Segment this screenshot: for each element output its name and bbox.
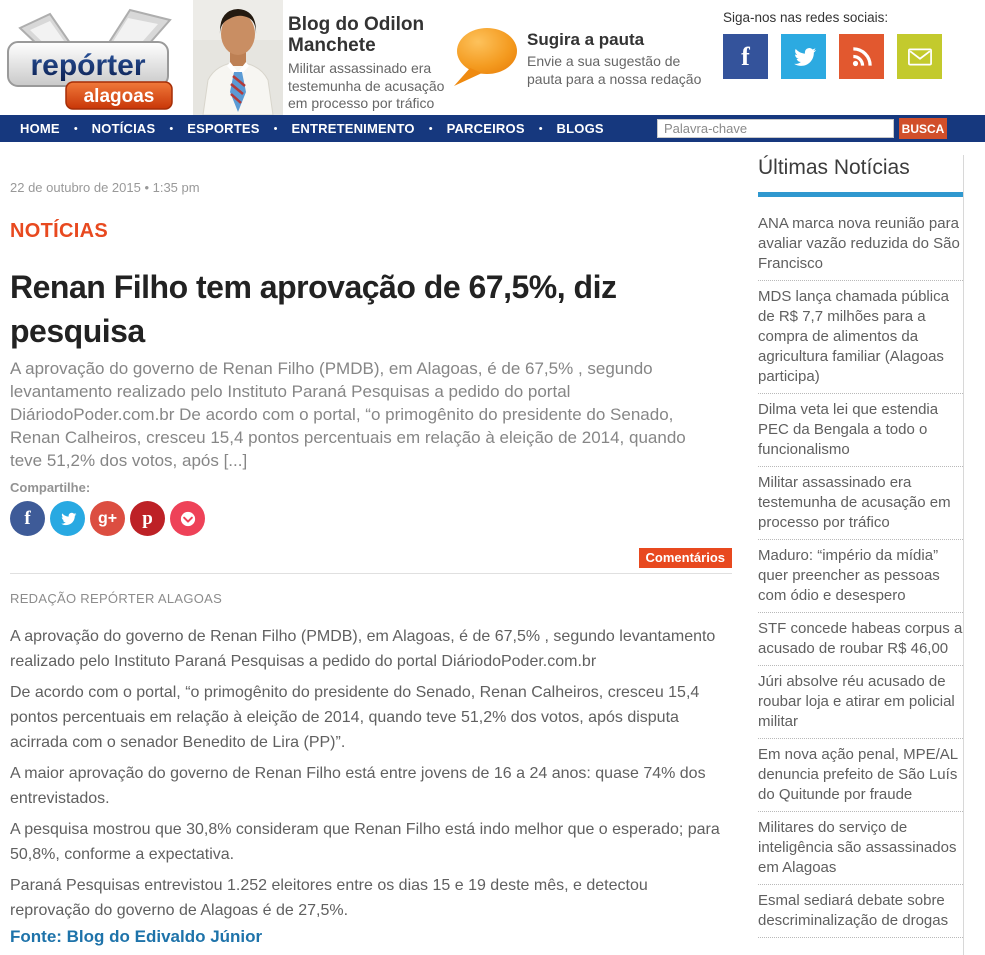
nav-item-noticias[interactable]: NOTÍCIAS: [91, 121, 156, 136]
sidebar-news-item[interactable]: Dilma veta lei que estendia PEC da Bengala a todo o funcionalismo: [758, 394, 963, 467]
envelope-glyph: [906, 43, 934, 71]
twitter-bird: [791, 44, 817, 70]
article-column: [10, 142, 732, 947]
logo-line1: repórter: [30, 49, 146, 82]
share-facebook-icon[interactable]: [10, 501, 45, 536]
sidebar-news-item[interactable]: Militares do serviço de inteligência são assassinados em Alagoas: [758, 812, 963, 885]
pinterest-glyph: p: [142, 507, 153, 529]
sidebar-news-item[interactable]: STF concede habeas corpus a acusado de roubar R$ 46,00: [758, 613, 963, 666]
suggest-block: [527, 30, 705, 88]
sidebar-news-list: [758, 208, 963, 938]
pocket-glyph: [177, 508, 199, 530]
nav-separator: •: [169, 122, 174, 135]
nav-item-entretenimento[interactable]: ENTRETENIMENTO: [291, 121, 415, 136]
twitter-bird: [59, 510, 77, 528]
latest-news-sidebar: [758, 155, 964, 955]
source-link[interactable]: Fonte: Blog do Edivaldo Júnior: [10, 927, 263, 946]
twitter-icon[interactable]: [781, 34, 826, 79]
share-googleplus-icon[interactable]: [90, 501, 125, 536]
sidebar-title: Últimas Notícias: [758, 156, 910, 179]
sidebar-news-item[interactable]: Em nova ação penal, MPE/AL denuncia prefeito de São Luís do Quitunde por fraude: [758, 739, 963, 812]
share-row: [10, 501, 732, 536]
speech-bubble-icon: [448, 24, 520, 90]
social-label: Siga-nos nas redes sociais:: [723, 10, 889, 25]
nav-separator: •: [428, 122, 433, 135]
search-input[interactable]: [657, 119, 894, 138]
suggest-text: Envie a sua sugestão de pauta para a nossa redação: [527, 53, 702, 87]
social-block: [723, 10, 963, 79]
sidebar-news-item[interactable]: Júri absolve réu acusado de roubar loja e atirar em policial militar: [758, 666, 963, 739]
article-paragraph: Paraná Pesquisas entrevistou 1.252 eleitores entre os dias 15 e 19 deste mês, e detectou reprovação do governo de Alagoas é de 27,5%.: [10, 877, 648, 919]
sidebar-news-item[interactable]: MDS lança chamada pública de R$ 7,7 milhões para a compra de alimentos da agricultura familiar (Alagoas participa): [758, 281, 963, 394]
nav-separator: •: [538, 122, 543, 135]
comments-button[interactable]: Comentários: [639, 548, 732, 568]
facebook-icon[interactable]: [723, 34, 768, 79]
article-byline: REDAÇÃO REPÓRTER ALAGOAS: [10, 591, 223, 606]
email-icon[interactable]: [897, 34, 942, 79]
search-button[interactable]: BUSCA: [899, 118, 947, 139]
share-twitter-icon[interactable]: [50, 501, 85, 536]
nav-separator: •: [73, 122, 78, 135]
article-paragraph: A aprovação do governo de Renan Filho (PMDB), em Alagoas, é de 67,5% , segundo levantamento realizado pelo Instituto Paraná Pesquisas a pedido do portal DiáriodoPoder.com.br: [10, 628, 716, 670]
site-header: [0, 0, 985, 115]
sidebar-news-item[interactable]: Militar assassinado era testemunha de acusação em processo por tráfico: [758, 467, 963, 540]
share-pocket-icon[interactable]: [170, 501, 205, 536]
nav-item-esportes[interactable]: ESPORTES: [187, 121, 260, 136]
logo-alagoas-pill: [66, 82, 172, 109]
logo-line2: alagoas: [83, 86, 155, 107]
article-title: Renan Filho tem aprovação de 67,5%, diz pesquisa: [10, 269, 617, 349]
comments-row: [10, 548, 732, 574]
blog-promo: [288, 14, 446, 113]
blog-promo-title[interactable]: Blog do Odilon Manchete: [288, 14, 425, 56]
article-paragraph: A maior aprovação do governo de Renan Filho está entre jovens de 16 a 24 anos: quase 74% dos entrevistados.: [10, 765, 706, 807]
googleplus-glyph: g+: [97, 509, 118, 527]
facebook-glyph: f: [741, 41, 750, 71]
category-label[interactable]: NOTÍCIAS: [10, 220, 108, 242]
suggest-title[interactable]: Sugira a pauta: [527, 30, 645, 49]
share-label: Compartilhe:: [10, 480, 91, 495]
main-nav: [0, 115, 985, 142]
logo-reporter-pill: [8, 42, 168, 86]
rss-glyph: [849, 44, 875, 70]
share-pinterest-icon[interactable]: [130, 501, 165, 536]
article-excerpt: A aprovação do governo de Renan Filho (PMDB), em Alagoas, é de 67,5% , segundo levantamento realizado pelo Instituto Paraná Pesquisas a pedido do portal DiáriodoPoder.com.br De acordo com o portal, “o primogênito do presidente do Senado, Renan Calheiros, cresceu 15,4 pontos percentuais em relação à eleição de 2014, quando teve 51,2% dos votos, após [...]: [10, 359, 686, 470]
article-date: 22 de outubro de 2015 • 1:35 pm: [10, 180, 200, 195]
columnist-photo[interactable]: [193, 0, 283, 115]
blog-promo-teaser: Militar assassinado era testemunha de acusação em processo por tráfico: [288, 60, 445, 111]
rss-icon[interactable]: [839, 34, 884, 79]
sidebar-news-item[interactable]: ANA marca nova reunião para avaliar vazão reduzida do São Francisco: [758, 208, 963, 281]
article-paragraph: De acordo com o portal, “o primogênito do presidente do Senado, Renan Calheiros, cresceu 15,4 pontos percentuais em relação à eleição de 2014, quando teve 51,2% dos votos, após disputa acirrada com o senador Benedito de Lira (PP)”.: [10, 684, 700, 751]
facebook-glyph: f: [24, 507, 31, 529]
nav-item-home[interactable]: HOME: [20, 121, 60, 136]
sidebar-accent-bar: [758, 192, 963, 197]
nav-item-blogs[interactable]: BLOGS: [556, 121, 604, 136]
sidebar-news-item[interactable]: Esmal sediará debate sobre descriminalização de drogas: [758, 885, 963, 938]
article-paragraph: A pesquisa mostrou que 30,8% consideram que Renan Filho está indo melhor que o esperado; para 50,8%, conforme a expectativa.: [10, 821, 720, 863]
nav-separator: •: [273, 122, 278, 135]
sidebar-news-item[interactable]: Maduro: “império da mídia” quer preencher as pessoas com ódio e desespero: [758, 540, 963, 613]
nav-item-parceiros[interactable]: PARCEIROS: [446, 121, 525, 136]
site-logo[interactable]: [6, 6, 178, 110]
